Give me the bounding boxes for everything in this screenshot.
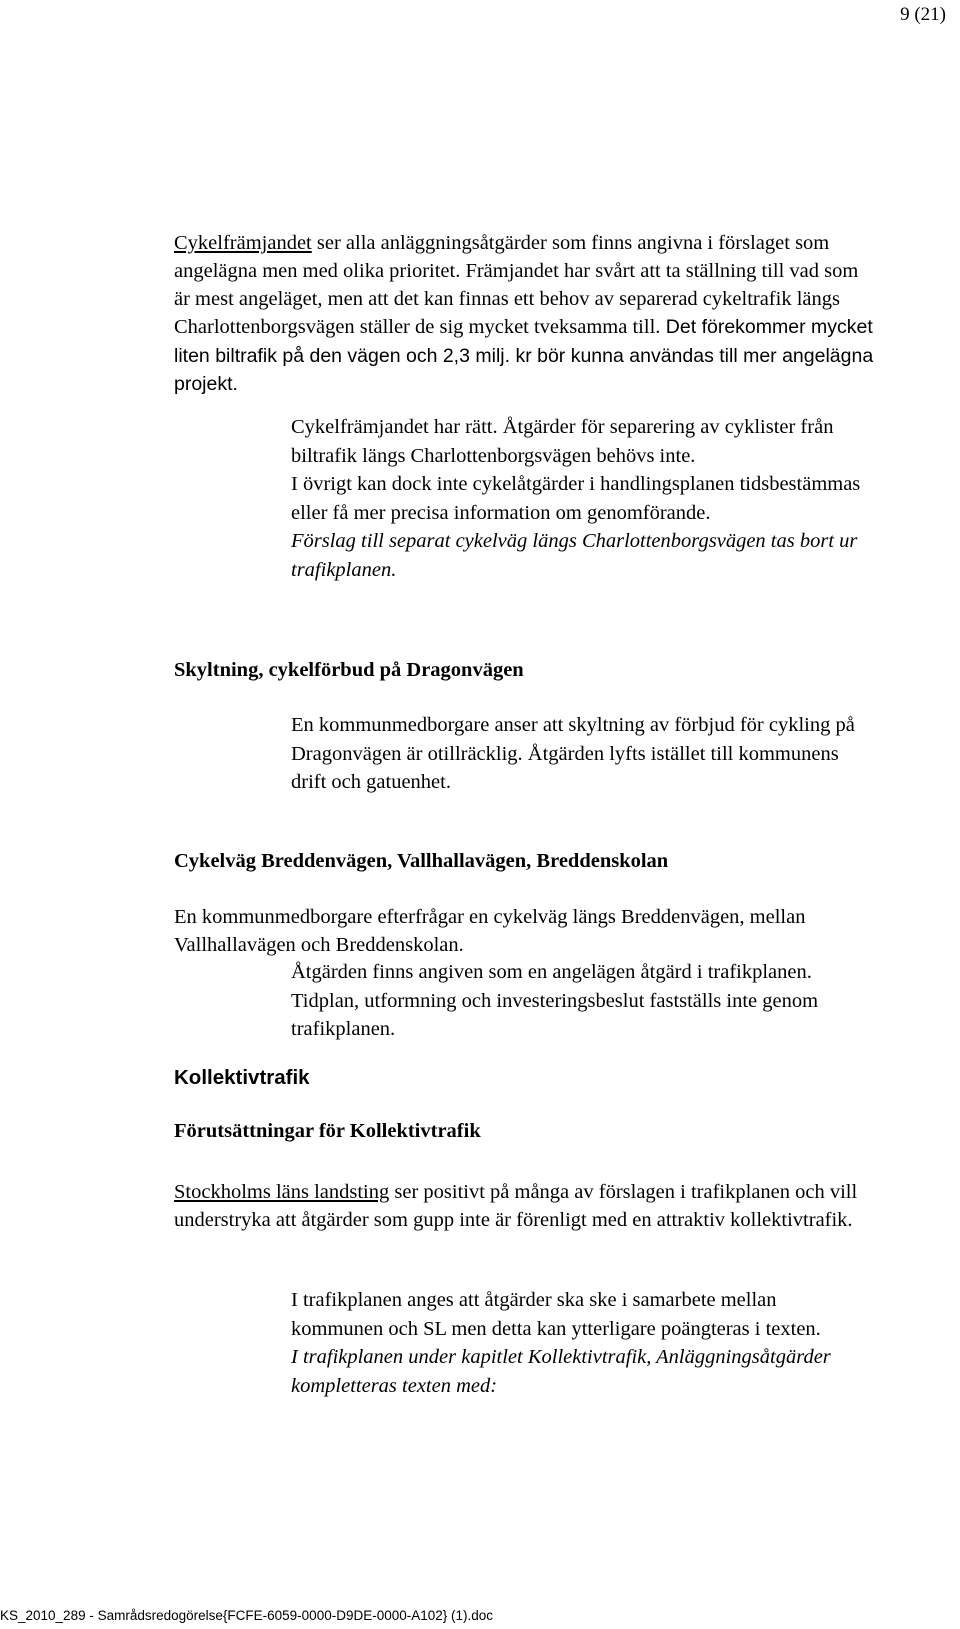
reply-paragraph: I övrigt kan dock inte cykelåtgärder i handlingsplanen tidsbestämmas eller få mer precisa information om genomförande. <box>291 473 861 524</box>
remark-text-sans: Det förekommer mycket liten biltrafik på den vägen och 2,3 milj. kr bör kunna användas till mer angelägna projekt. <box>174 316 874 395</box>
skyltning-reply: En kommunmedborgare anser att skyltning av förbjud för cykling på Dragonvägen är otillräcklig. Åtgärden lyfts istället till kommunens drift och gatuenhet. <box>291 714 855 793</box>
breddenvagen-remark: En kommunmedborgare efterfrågar en cykelväg längs Breddenvägen, mellan Vallhallavägen och Breddenskolan. <box>174 906 806 956</box>
footer-filename: KS_2010_289 - Samrådsredogörelse{FCFE-6059-0000-D9DE-0000-A102} (1).doc <box>0 1608 494 1623</box>
page-number: 9 (21) <box>900 4 946 25</box>
reply-decision: I trafikplanen under kapitlet Kollektivtrafik, Anläggningsåtgärder kompletteras texten med: <box>291 1346 831 1397</box>
remark-text: ser positivt på många av förslagen i trafikplanen och vill understryka att åtgärder som gupp inte är förenligt med en attraktiv kollektivtrafik. <box>174 1181 858 1231</box>
kollektiv-remark-paragraph <box>174 1178 864 1234</box>
kollektiv-reply <box>291 1286 871 1400</box>
reply-paragraph: Cykelfrämjandet har rätt. Åtgärder för separering av cyklister från biltrafik längs Charlottenborgsvägen behövs inte. <box>291 416 834 467</box>
org-name: Cykelfrämjandet <box>174 232 312 254</box>
org-name: Stockholms läns landsting <box>174 1181 390 1203</box>
remark-text: ser alla anläggningsåtgärder som finns angivna i förslaget som angelägna men med olika prioritet. Främjandet har svårt att ta ställning till vad som är mest angeläget, men att det kan finnas ett behov av separerad cykeltrafik längs Charlottenborgsvägen ställer de sig mycket tveksamma till. <box>174 232 859 338</box>
cykel-remark-paragraph <box>174 229 874 399</box>
section-heading: Förutsättningar för Kollektivtrafik <box>174 1120 481 1142</box>
breddenvagen-reply: Åtgärden finns angiven som en angelägen åtgärd i trafikplanen. Tidplan, utformning och investeringsbeslut fastställs inte genom trafikplanen. <box>291 961 819 1040</box>
cykel-reply <box>291 413 891 584</box>
section-heading: Cykelväg Breddenvägen, Vallhallavägen, Breddenskolan <box>174 850 669 872</box>
reply-decision: Förslag till separat cykelväg längs Charlottenborgsvägen tas bort ur trafikplanen. <box>291 530 858 581</box>
reply-paragraph: I trafikplanen anges att åtgärder ska ske i samarbete mellan kommunen och SL men detta kan ytterligare poängteras i texten. <box>291 1289 821 1340</box>
chapter-heading: Kollektivtrafik <box>174 1066 310 1089</box>
section-heading: Skyltning, cykelförbud på Dragonvägen <box>174 659 524 681</box>
